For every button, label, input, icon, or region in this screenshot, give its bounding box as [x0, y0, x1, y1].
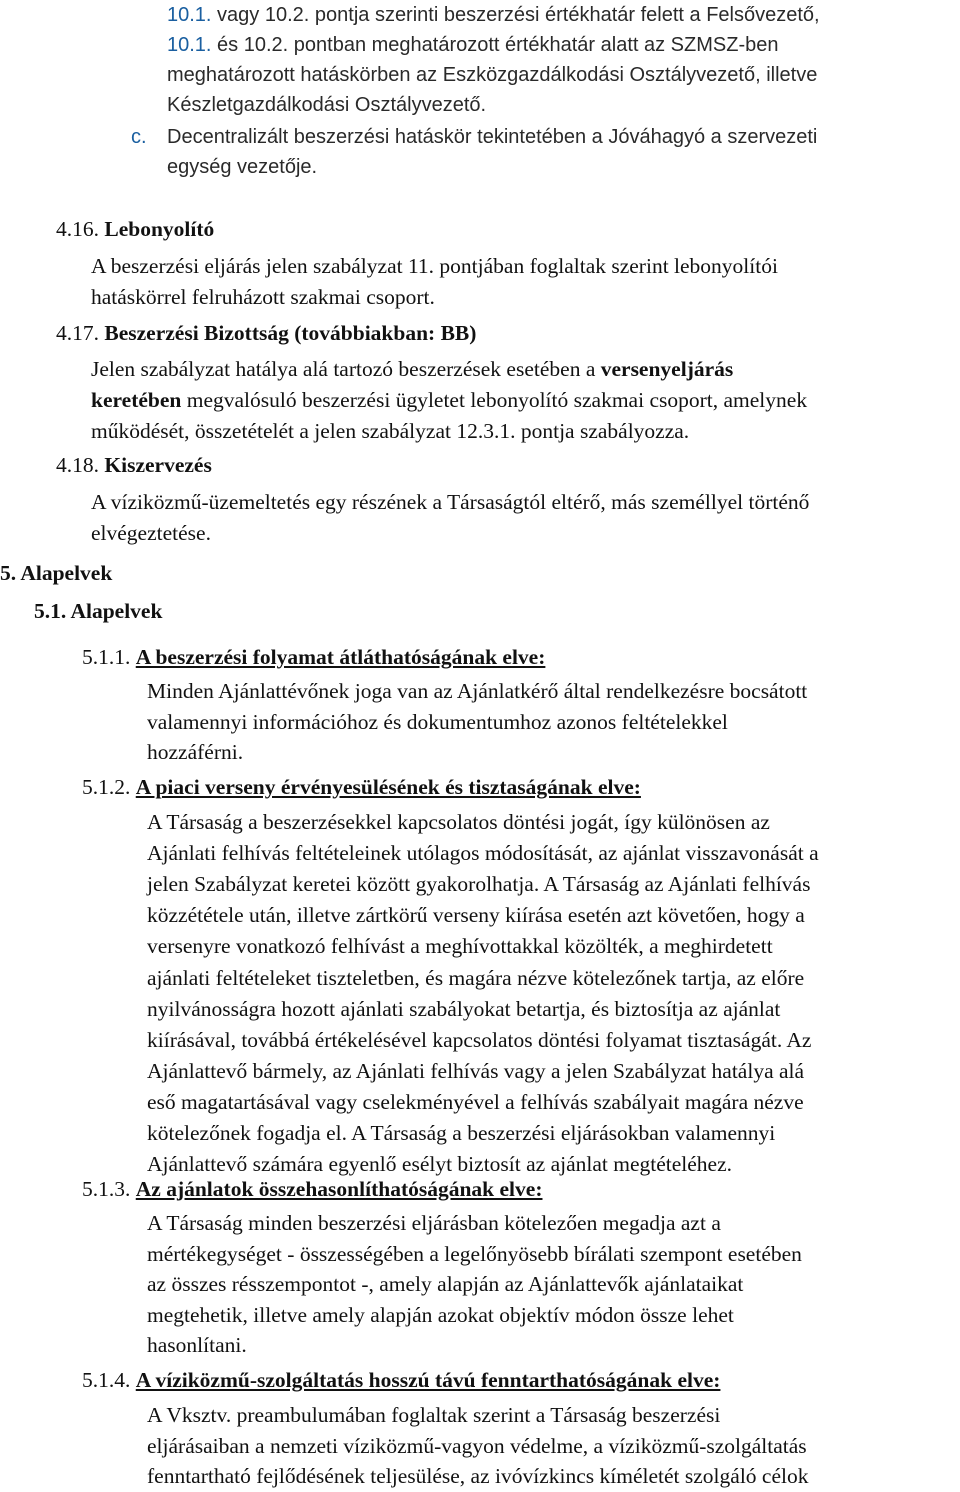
paragraph-line: ajánlati feltételeket tiszteletben, és magára nézve kötelezőnek tartja, az előre	[147, 965, 805, 990]
paragraph-line: fenntartható fejlődésének teljesülése, az ivóvízkincs kíméletét szolgáló célok	[147, 1464, 809, 1488]
section-number: 4.16.	[56, 217, 99, 241]
text-run: Jelen szabályzat hatálya alá tartozó beszerzések esetében a	[91, 357, 601, 381]
paragraph-line	[91, 389, 807, 413]
paragraph-line: A Társaság a beszerzésekkel kapcsolatos döntési jogát, így különösen az	[147, 810, 770, 834]
principle-title: Az ajánlatok összehasonlíthatóságának elve:	[135, 1177, 543, 1201]
paragraph-line: megtehetik, illetve amely alapján azokat objektív módon össze lehet	[147, 1302, 734, 1327]
paragraph-line	[91, 358, 733, 382]
paragraph-line: eső magatartásával vagy cselekményével a felhívás szabályait magára nézve	[147, 1089, 804, 1114]
paragraph-line: A víziközmű-üzemeltetés egy részének a Társaságtól eltérő, más személlyel történő	[91, 490, 810, 514]
emphasis: keretében	[91, 388, 182, 412]
paragraph-line: közzététele után, illetve zártkörű verseny kiírása esetén azt követően, hogy a	[147, 903, 805, 928]
text-run: megvalósuló beszerzési ügyletet lebonyolító szakmai csoport, amelynek	[181, 388, 808, 412]
paragraph-line: mértékegységet - összességében a legelőnyösebb bírálati szempont esetében	[147, 1241, 802, 1266]
list-line	[167, 34, 778, 56]
principle-number: 5.1.2.	[82, 775, 131, 799]
principle-title: A beszerzési folyamat átláthatóságának elve:	[135, 645, 546, 669]
section-heading-4-17	[56, 322, 476, 346]
paragraph-line: nyilvánosságra hozott ajánlati szabályokat betartja, és biztosítja az ajánlat	[147, 996, 781, 1021]
emphasis: versenyeljárás	[600, 357, 734, 381]
chapter-title: 5. Alapelvek	[0, 561, 113, 585]
principle-number: 5.1.3.	[82, 1177, 131, 1201]
paragraph-line: Ajánlattevő bármely, az Ajánlati felhívás vagy a jelen Szabályzat hatálya alá	[147, 1058, 805, 1083]
principle-number: 5.1.1.	[82, 645, 131, 669]
principle-title: A víziközmű-szolgáltatás hosszú távú fenntarthatóságának elve:	[135, 1368, 721, 1392]
principle-heading-5-1-2	[82, 776, 641, 800]
section-title: Kiszervezés	[104, 453, 212, 477]
list-line: Készletgazdálkodási Osztályvezető.	[167, 94, 487, 116]
paragraph-line: kötelezőnek fogadja el. A Társaság a beszerzési eljárásokban valamennyi	[147, 1121, 776, 1145]
list-line: Decentralizált beszerzési hatáskör tekintetében a Jóváhagyó a szervezeti	[167, 126, 818, 148]
section-heading-4-18	[56, 454, 212, 478]
paragraph-line: A Társaság minden beszerzési eljárásban kötelezően megadja azt a	[147, 1211, 721, 1235]
list-marker-c: c.	[131, 126, 147, 148]
paragraph-line: versenyre vonatkozó felhívást a meghívottakkal közölték, a meghirdetett	[147, 934, 773, 959]
section-heading-4-16	[56, 218, 214, 242]
principle-heading-5-1-1	[82, 646, 545, 670]
paragraph-line: hasonlítani.	[147, 1333, 247, 1357]
list-ref: 10.1.	[167, 4, 212, 26]
section-title: Beszerzési Bizottság (továbbiakban: BB)	[104, 321, 477, 345]
principle-heading-5-1-4	[82, 1369, 720, 1393]
list-text: és 10.2. pontban meghatározott értékhatár alatt az SZMSZ-ben	[217, 34, 779, 56]
paragraph-line: Ajánlati felhívás feltételeinek utólagos módosítását, az ajánlat visszavonását a	[147, 841, 819, 866]
subchapter-heading	[34, 600, 162, 624]
chapter-heading	[0, 562, 112, 586]
paragraph-line: Ajánlattevő számára egyenlő esélyt biztosít az ajánlat megtételéhez.	[147, 1152, 733, 1177]
paragraph-line: A beszerzési eljárás jelen szabályzat 11. pontjában foglaltak szerint lebonyolítói	[91, 254, 778, 278]
paragraph-line: A Vksztv. preambulumában foglaltak szerint a Társaság beszerzési	[147, 1403, 721, 1427]
paragraph-line: Minden Ajánlattévőnek joga van az Ajánlatkérő által rendelkezésre bocsátott	[147, 679, 808, 703]
list-line: meghatározott hatáskörben az Eszközgazdálkodási Osztályvezető, illetve	[167, 64, 818, 86]
list-line: egység vezetője.	[167, 156, 318, 178]
list-line	[167, 4, 820, 26]
list-text: vagy 10.2. pontja szerinti beszerzési értékhatár felett a Felsővezető,	[217, 4, 820, 26]
paragraph-line: eljárásaiban a nemzeti víziközmű-vagyon védelme, a víziközmű-szolgáltatás	[147, 1433, 807, 1458]
paragraph-line: jelen Szabályzat keretei között gyakorolhatja. A Társaság az Ajánlati felhívás	[147, 872, 811, 897]
principle-number: 5.1.4.	[82, 1368, 131, 1392]
subchapter-title: 5.1. Alapelvek	[34, 599, 163, 623]
section-title: Lebonyolító	[104, 217, 215, 241]
paragraph-line: elvégeztetése.	[91, 521, 211, 545]
principle-title: A piaci verseny érvényesülésének és tisztaságának elve:	[135, 775, 641, 799]
paragraph-line: hatáskörrel felruházott szakmai csoport.	[91, 285, 435, 309]
paragraph-line: az összes résszempontot -, amely alapján az Ajánlattevők ajánlataikat	[147, 1272, 744, 1296]
section-number: 4.17.	[56, 321, 99, 345]
paragraph-line: hozzáférni.	[147, 740, 244, 764]
section-number: 4.18.	[56, 453, 99, 477]
paragraph-line: valamennyi információhoz és dokumentumhoz azonos feltételekkel	[147, 709, 728, 734]
principle-heading-5-1-3	[82, 1178, 542, 1202]
paragraph-line: kiírásával, továbbá értékelésével kapcsolatos döntési folyamat tisztaságát. Az	[147, 1027, 812, 1052]
list-ref: 10.1.	[167, 34, 212, 56]
paragraph-line: működését, összetételét a jelen szabályzat 12.3.1. pontja szabályozza.	[91, 419, 690, 443]
